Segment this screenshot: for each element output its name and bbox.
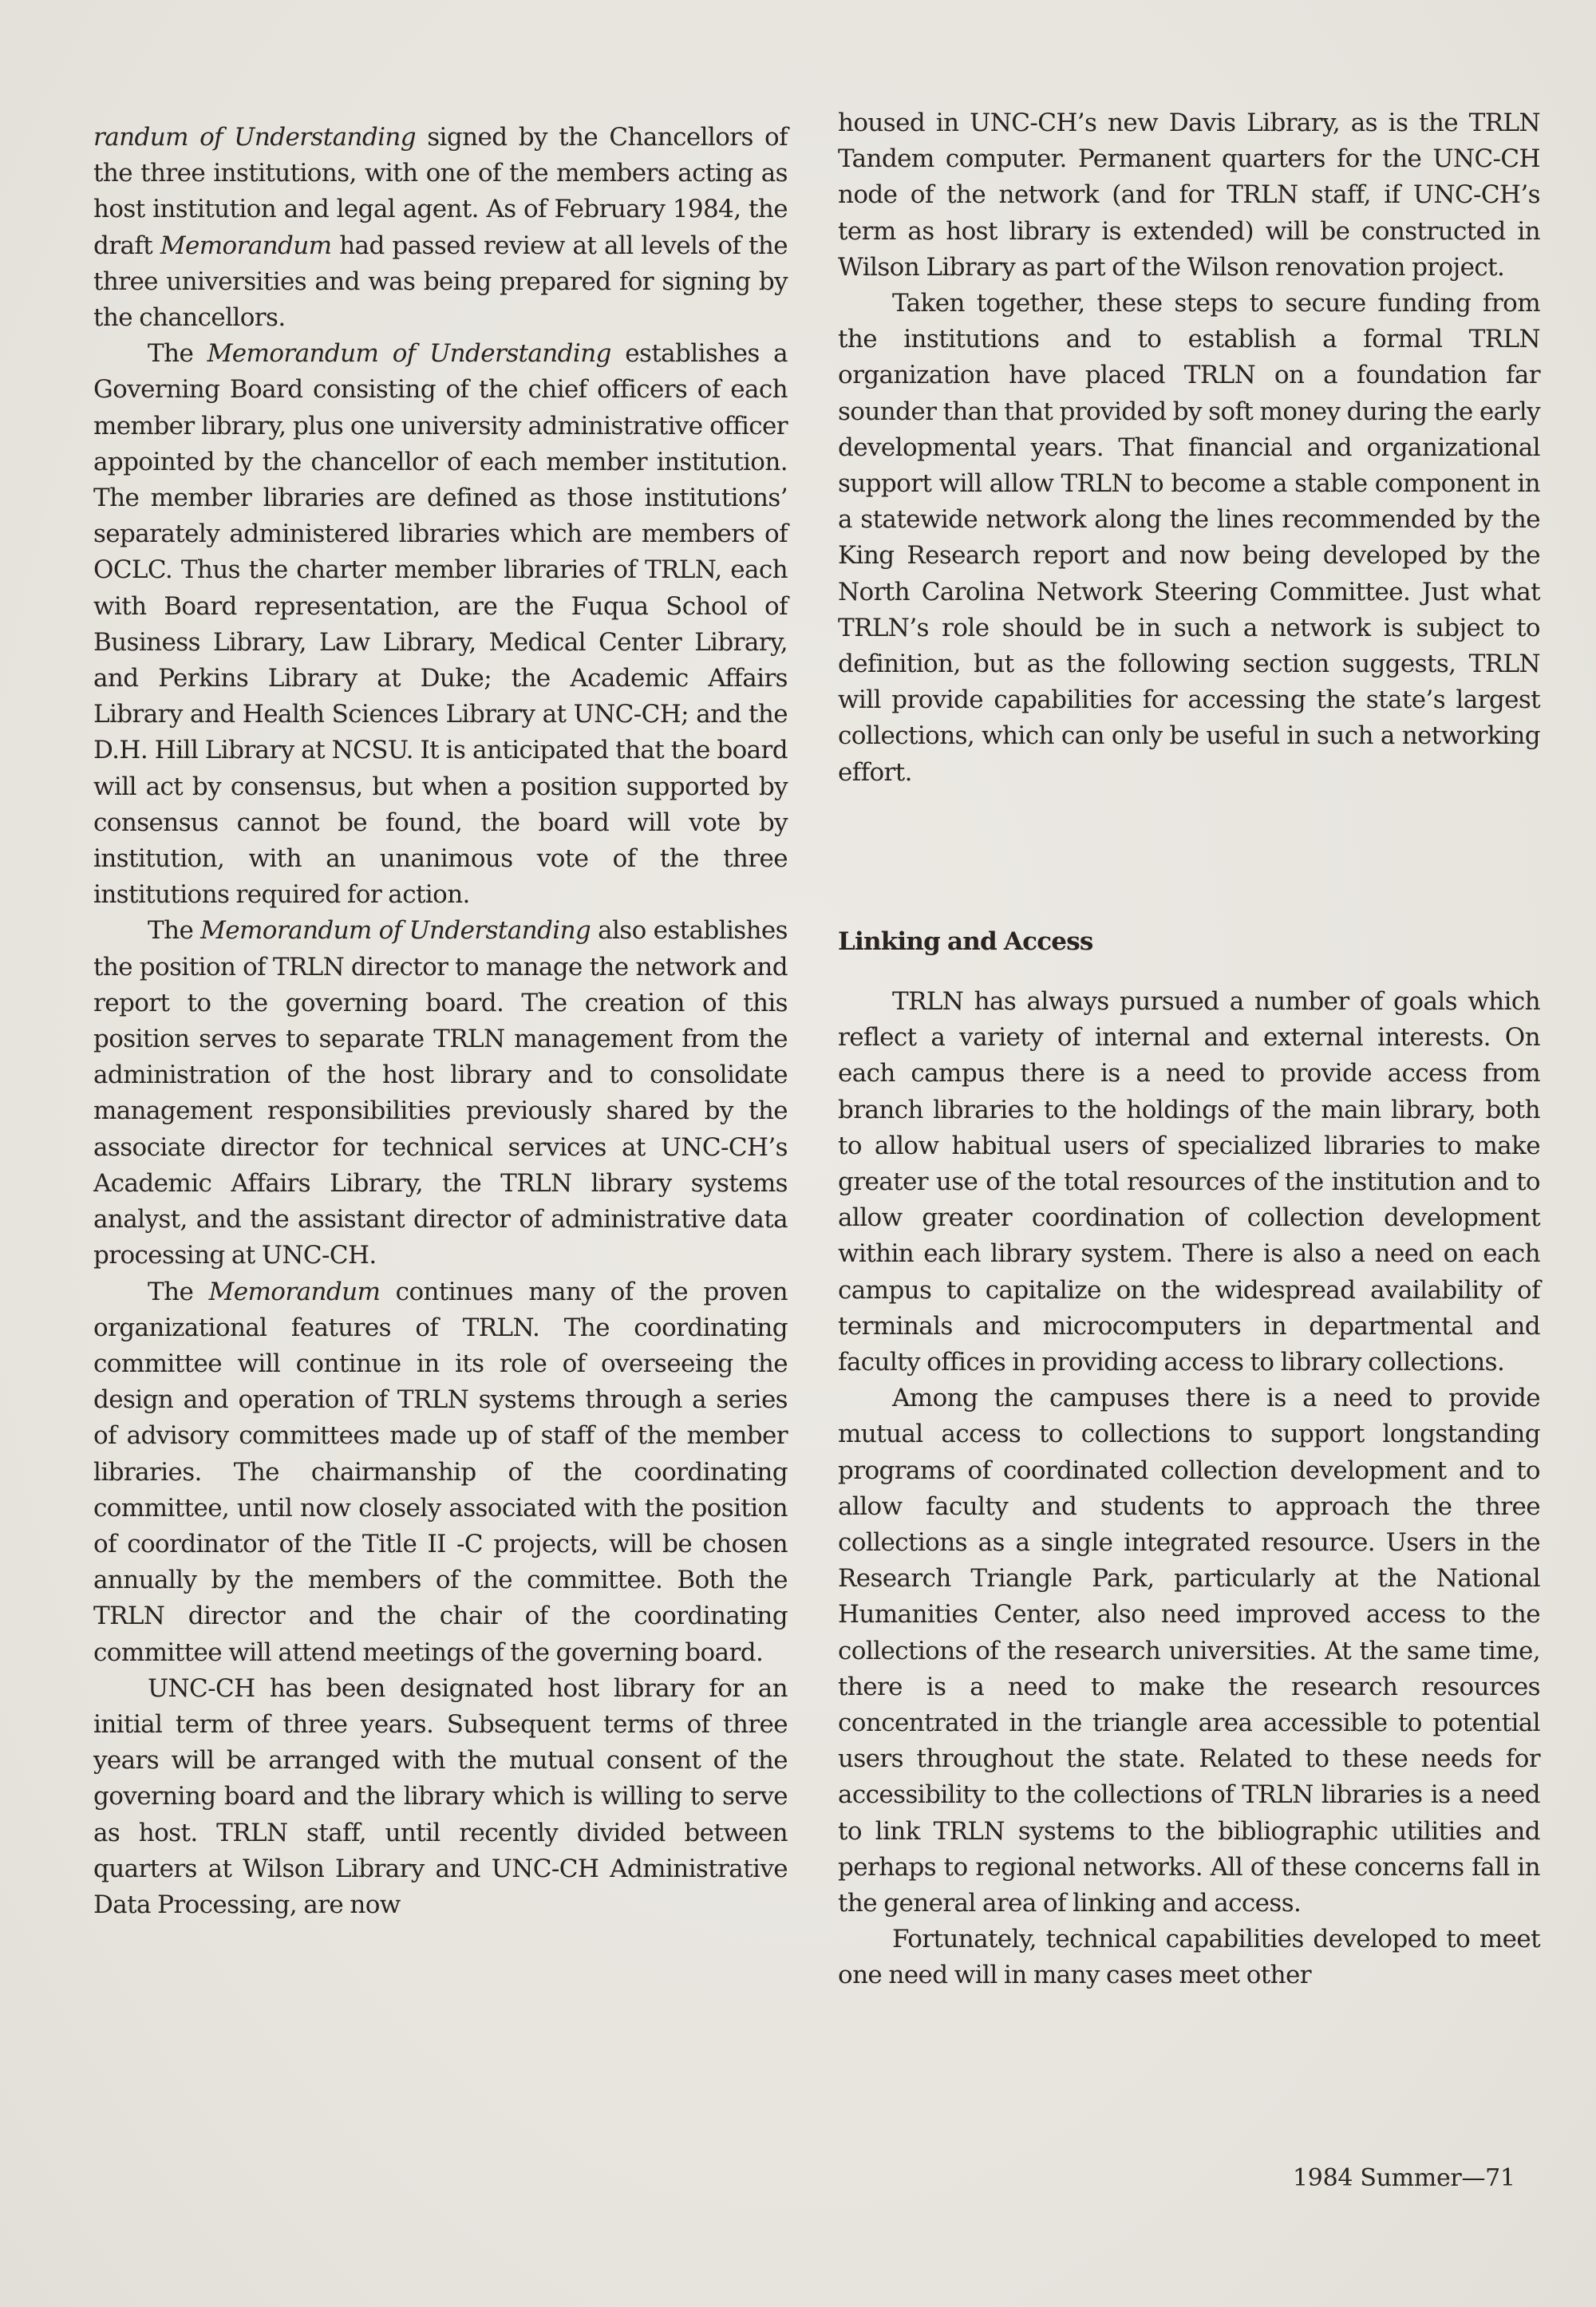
paragraph-memorandum-signing: randum of Understanding signed by the Chancellors of the three institutions, with one of the members acting as host institution and legal agent. As of February 1984, the draft Memorandum had passed review at all levels of the three universities and was being prepared for signing by the chancellors. (93, 123, 788, 333)
italic-title: randum of Understanding (93, 123, 416, 152)
page-footer: 1984 Summer—71 (1293, 2164, 1515, 2192)
paragraph-funding: Taken together, these steps to secure funding from the institutions and to establish a formal TRLN organization have placed TRLN on a foundation far sounder than that provided by soft money during the early developmental years. That financial and organizational support will allow TRLN to become a stable component in a statewide network along the lines recommended by the King Research report and now being developed by the North Carolina Network Steering Committee. Just what TRLN’s role should be in such a network is subject to definition, but as the following section suggests, TRLN will provide capabilities for accessing the state’s largest collections, which can only be useful in such a networking effort. (838, 289, 1540, 787)
paragraph-governing-board: The Memorandum of Understanding establishes a Governing Board consisting of the chief officers of each member library, plus one university administrative officer appointed by the chancellor of each member institution. The member libraries are defined as those institutions’ separately administered libraries which are members of OCLC. Thus the charter member libraries of TRLN, each with Board representation, are the Fuqua School of Business Library, Law Library, Medical Center Library, and Perkins Library at Duke; the Academic Affairs Library and Health Sciences Library at UNC-CH; and the D.H. Hill Library at NCSU. It is anticipated that the board will act by consensus, but when a position supported by consensus cannot be found, the board will vote by institution, with an unanimous vote of the three institutions required for action. (93, 339, 788, 910)
paragraph-goals: TRLN has always pursued a number of goals which reflect a variety of internal and external interests. On each campus there is a need to provide access from branch libraries to the holdings of the main library, both to allow habitual users of specialized libraries to make greater use of the total resources of the institution and to allow greater coordination of collection development within each library system. There is also a need on each campus to capitalize on the widespread availability of terminals and microcomputers in departmental and faculty offices in providing access to library collections. (838, 987, 1540, 1377)
paragraph-trln-director: The Memorandum of Understanding also establishes the position of TRLN director to manage the network and report to the governing board. The creation of this position serves to separate TRLN management from the administration of the host library and to consolidate management responsibilities previously shared by the associate director for technical services at UNC-CH’s Academic Affairs Library, the TRLN library systems analyst, and the assistant director of administrative data processing at UNC-CH. (93, 916, 788, 1270)
paragraph-davis-library: housed in UNC-CH’s new Davis Library, as is the TRLN Tandem computer. Permanent quarters for the UNC-CH node of the network (and for TRLN staff, if UNC-CH’s term as host library is extended) will be constructed in Wilson Library as part of the Wilson renovation project. (838, 109, 1540, 282)
section-heading-linking-access: Linking and Access (838, 927, 1093, 956)
right-column-bottom (838, 924, 1540, 1994)
paragraph-technical-capabilities: Fortunately, technical capabilities developed to meet one need will in many cases meet other (838, 1925, 1540, 1990)
paragraph-coordinating-committee: The Memorandum continues many of the proven organizational features of TRLN. The coordinating committee will continue in its role of overseeing the design and operation of TRLN systems through a series of advisory committees made up of staff of the member libraries. The chairmanship of the coordinating committee, until now closely associated with the position of coordinator of the Title II -C projects, will be chosen annually by the members of the committee. Both the TRLN director and the chair of the coordinating committee will attend meetings of the governing board. (93, 1277, 788, 1667)
left-column (93, 120, 788, 1923)
right-column-top (838, 105, 1540, 791)
paragraph-campuses: Among the campuses there is a need to provide mutual access to collections to support longstanding programs of coordinated collection development and to allow faculty and students to approach the three collections as a single integrated resource. Users in the Research Triangle Park, particularly at the National Humanities Center, also need improved access to the collections of the research universities. At the same time, there is a need to make the research resources concentrated in the triangle area accessible to potential users throughout the state. Related to these needs for accessibility to the collections of TRLN libraries is a need to link TRLN systems to the bibliographic utilities and perhaps to regional networks. All of these concerns fall in the general area of linking and access. (838, 1384, 1540, 1918)
paragraph-host-library: UNC-CH has been designated host library for an initial term of three years. Subsequent terms of three years will be arranged with the mutual consent of the governing board and the library which is willing to serve as host. TRLN staff, until recently divided between quarters at Wilson Library and UNC-CH Administrative Data Processing, are now (93, 1673, 788, 1919)
